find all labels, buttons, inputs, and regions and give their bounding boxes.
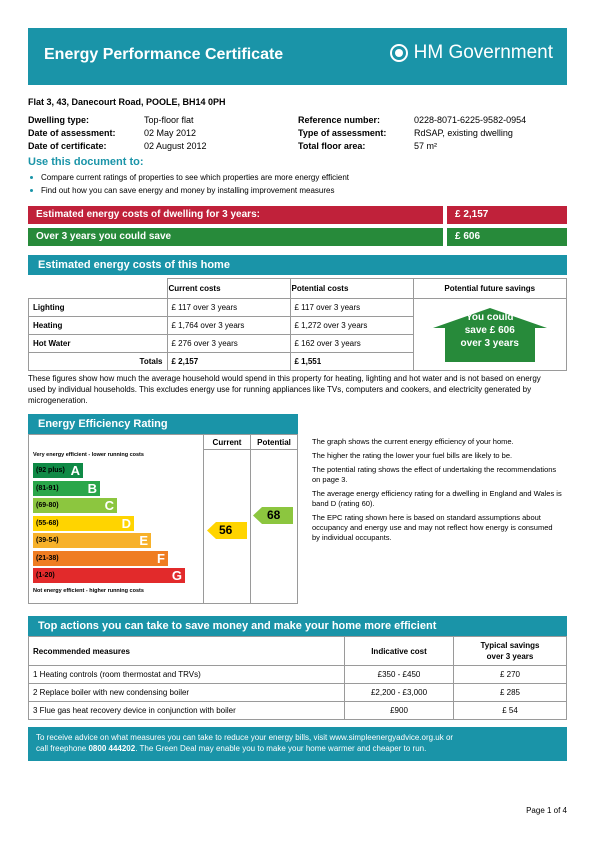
- savings-label: Over 3 years you could save: [28, 228, 443, 246]
- savings-header-line: Typical savings: [480, 641, 540, 650]
- savings-value: £ 606: [447, 228, 567, 246]
- band-range: (1-20): [36, 572, 55, 579]
- efficiency-chart: [28, 434, 298, 604]
- current-rating: 56: [219, 523, 233, 537]
- band-range: (21-38): [36, 554, 59, 562]
- page-number: Page 1 of 4: [526, 806, 567, 815]
- savings-line: You could: [465, 312, 514, 323]
- potential-rating-marker: [253, 507, 293, 529]
- table-row: [29, 684, 567, 702]
- potential-cost: £ 162 over 3 years: [290, 335, 413, 353]
- advice-footer: [28, 727, 567, 761]
- potential-rating: 68: [267, 508, 281, 522]
- col-potential: Potential costs: [290, 279, 413, 299]
- details-right: [298, 114, 526, 153]
- use-bullet: [30, 173, 349, 182]
- header-banner: [28, 28, 567, 85]
- col-current-label: Current: [212, 438, 242, 447]
- measure: 2 Replace boiler with new condensing boiler: [29, 684, 345, 702]
- efficiency-paragraph: The higher the rating the lower your fuel bills are likely to be.: [312, 451, 513, 460]
- page-title: Energy Performance Certificate: [44, 46, 284, 63]
- col-cost: Indicative cost: [345, 637, 454, 666]
- col-current: Current costs: [167, 279, 290, 299]
- efficiency-paragraph: The EPC rating shown here is based on standard assumptions about occupancy and energy use and may not reflect how energy is consumed by individual occupants.: [312, 513, 553, 542]
- measure: 3 Flue gas heat recovery device in conjunction with boiler: [29, 702, 345, 720]
- efficiency-paragraph: The potential rating shows the effect of undertaking the recommendations on page 3.: [312, 465, 557, 484]
- hm-government-logo: [390, 42, 553, 64]
- detail-label: Total floor area:: [298, 141, 366, 151]
- band-letter: C: [104, 498, 114, 513]
- bullet-icon: [30, 189, 33, 192]
- property-address: Flat 3, 43, Danecourt Road, POOLE, BH14 0PH: [28, 97, 226, 107]
- divider: [250, 435, 251, 603]
- col-typical-savings: [454, 637, 567, 666]
- efficiency-heading: Energy Efficiency Rating: [28, 414, 298, 434]
- band-e: [33, 533, 151, 548]
- totals-label: Totals: [29, 353, 168, 371]
- band-d: [33, 516, 134, 531]
- col-measures: Recommended measures: [29, 637, 345, 666]
- top-note: Very energy efficient - lower running costs: [33, 452, 144, 458]
- savings-line: save £ 606: [464, 325, 515, 336]
- typical-saving: £ 270: [454, 666, 567, 684]
- footer-line: To receive advice on what measures you can take to reduce your energy bills, visit www.simpleenergyadvice.org.uk or: [36, 733, 454, 742]
- total-potential: £ 1,551: [290, 353, 413, 371]
- freephone-number[interactable]: 0800 444202: [88, 744, 136, 753]
- band-letter: G: [171, 568, 182, 583]
- potential-cost: £ 117 over 3 years: [290, 299, 413, 317]
- estimated-costs-value: £ 2,157: [447, 206, 567, 224]
- bullet-text: Find out how you can save energy and money by installing improvement measures: [41, 186, 335, 195]
- detail-value: 02 August 2012: [144, 141, 207, 151]
- current-cost: £ 1,764 over 3 years: [167, 317, 290, 335]
- footer-line: [36, 743, 559, 754]
- use-heading: Use this document to:: [28, 156, 144, 168]
- row-label: Heating: [29, 317, 168, 335]
- potential-cost: £ 1,272 over 3 years: [290, 317, 413, 335]
- indicative-cost: £350 - £450: [345, 666, 454, 684]
- savings-arrow-text: [414, 311, 567, 350]
- band-range: (55-68): [36, 519, 59, 527]
- footer-text: . The Green Deal may enable you to make your home warmer and cheaper to run.: [135, 744, 427, 753]
- col-potential-label: Potential: [257, 438, 291, 447]
- use-bullet: [30, 186, 335, 195]
- blank-header: [29, 279, 168, 299]
- band-c: [33, 498, 117, 513]
- detail-label: Reference number:: [298, 115, 381, 125]
- current-rating-marker: [207, 522, 247, 544]
- savings-header-line: over 3 years: [486, 652, 534, 661]
- efficiency-paragraph: The graph shows the current energy efficiency of your home.: [312, 437, 514, 446]
- indicative-cost: £900: [345, 702, 454, 720]
- band-letter: E: [139, 533, 148, 548]
- bullet-icon: [30, 176, 33, 179]
- efficiency-text: [312, 437, 562, 543]
- band-letter: F: [157, 550, 165, 566]
- table-row: [29, 666, 567, 684]
- total-current: £ 2,157: [167, 353, 290, 371]
- estimated-costs-label: Estimated energy costs of dwelling for 3 years:: [28, 206, 443, 224]
- detail-value: RdSAP, existing dwelling: [414, 128, 513, 138]
- detail-value: 57 m²: [414, 141, 438, 151]
- band-letter: D: [121, 515, 131, 531]
- footer-text: call freephone: [36, 744, 89, 753]
- band-range: (81-91): [36, 484, 59, 492]
- savings-line: over 3 years: [460, 338, 519, 349]
- efficiency-paragraph: The average energy efficiency rating for a dwelling in England and Wales is band D (rating 60).: [312, 489, 562, 508]
- details-left: [28, 114, 207, 153]
- detail-value: Top-floor flat: [144, 115, 194, 125]
- bottom-note: Not energy efficient - higher running costs: [33, 588, 144, 594]
- band-f: [33, 551, 168, 566]
- current-cost: £ 117 over 3 years: [167, 299, 290, 317]
- detail-label: Date of certificate:: [28, 141, 107, 151]
- detail-label: Dwelling type:: [28, 115, 90, 125]
- band-g: [33, 568, 185, 583]
- band-b: [33, 481, 100, 496]
- typical-saving: £ 285: [454, 684, 567, 702]
- band-letter: B: [87, 480, 97, 496]
- band-range: (69-80): [36, 502, 59, 509]
- costs-heading: Estimated energy costs of this home: [28, 255, 567, 275]
- crest-icon: [390, 44, 408, 62]
- costs-table: [28, 278, 567, 371]
- typical-saving: £ 54: [454, 702, 567, 720]
- row-label: Lighting: [29, 299, 168, 317]
- detail-value: 02 May 2012: [144, 128, 197, 138]
- table-row: [29, 299, 567, 317]
- band-a: [33, 463, 83, 478]
- measure: 1 Heating controls (room thermostat and TRVs): [29, 666, 345, 684]
- detail-label: Date of assessment:: [28, 128, 116, 138]
- indicative-cost: £2,200 - £3,000: [345, 684, 454, 702]
- costs-note: These figures show how much the average household would spend in this property for heating, lighting and hot water and is not based on energy used by individual households. This excludes energy use for running appliances like TVs, computers and cookers, and electricity generated by microgeneration.: [28, 374, 541, 405]
- band-letter: A: [70, 463, 80, 478]
- row-label: Hot Water: [29, 335, 168, 353]
- band-range: (39-54): [36, 537, 59, 544]
- actions-table: [28, 636, 567, 720]
- bullet-text: Compare current ratings of properties to see which properties are more energy efficient: [41, 173, 350, 182]
- savings-cell: [413, 299, 567, 371]
- detail-value: 0228-8071-6225-9582-0954: [414, 115, 527, 125]
- detail-label: Type of assessment:: [298, 128, 387, 138]
- band-range: (92 plus): [36, 467, 65, 474]
- table-row: [29, 702, 567, 720]
- col-savings: Potential future savings: [413, 279, 567, 299]
- divider: [203, 435, 204, 603]
- actions-heading: Top actions you can take to save money and make your home more efficient: [28, 616, 567, 636]
- current-cost: £ 276 over 3 years: [167, 335, 290, 353]
- gov-label: HM Government: [413, 42, 553, 63]
